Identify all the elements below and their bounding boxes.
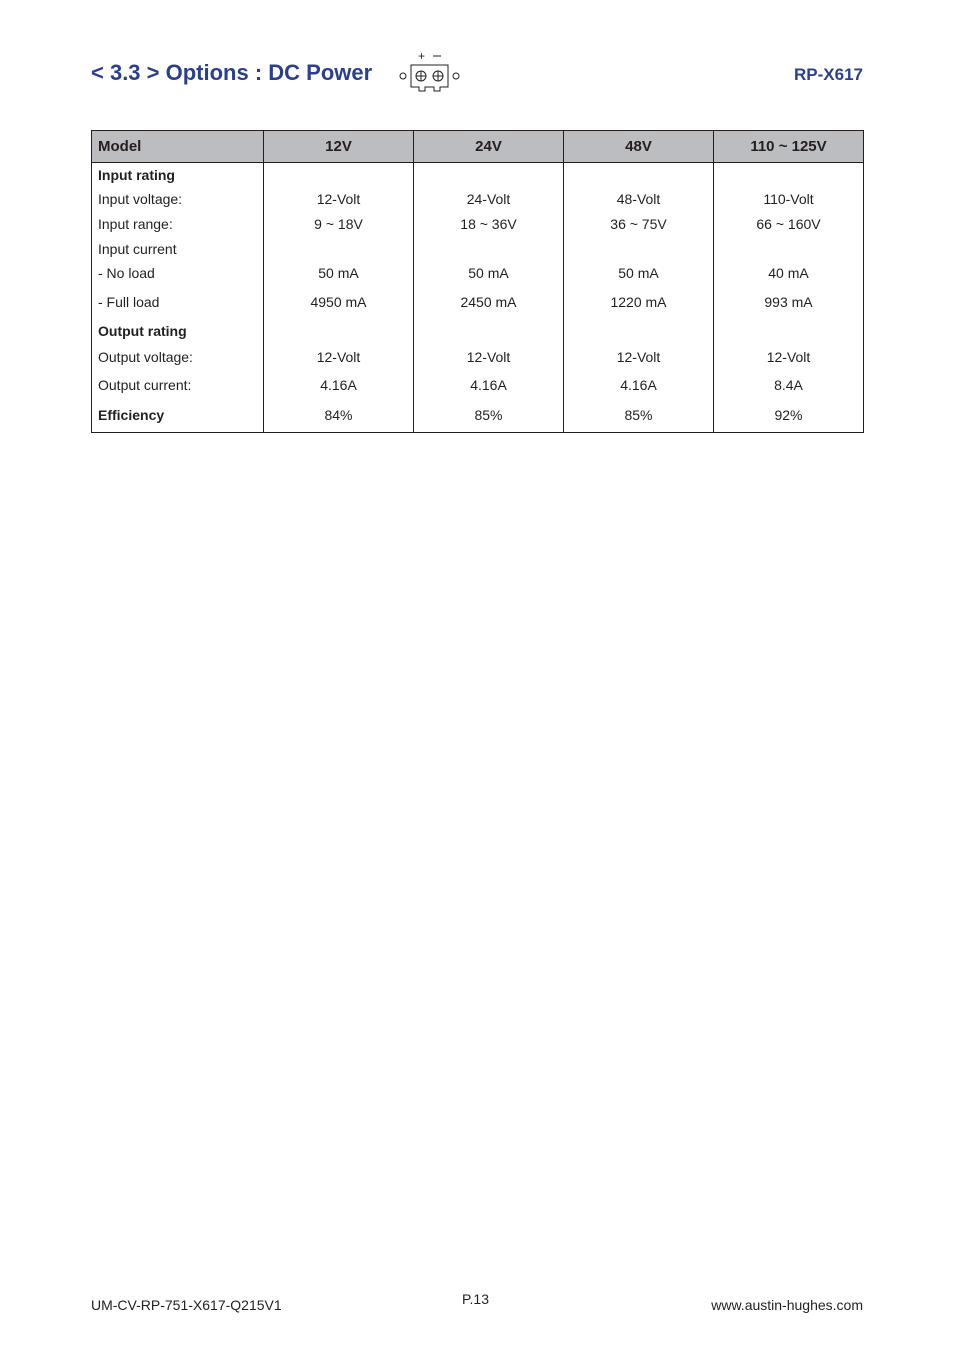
table-cell	[264, 163, 414, 187]
table-cell: 24-Volt	[414, 187, 564, 212]
dc-terminal-icon	[396, 50, 464, 92]
table-cell: 18 ~ 36V	[414, 212, 564, 237]
doc-code: UM-CV-RP-751-X617-Q215V1	[91, 1297, 282, 1313]
row-label: - No load	[92, 261, 264, 286]
table-cell: 50 mA	[564, 261, 714, 286]
row-label: Output voltage:	[92, 343, 264, 371]
table-row	[92, 237, 864, 261]
table-cell	[714, 319, 864, 343]
table-cell	[564, 163, 714, 187]
table-cell: 993 mA	[714, 286, 864, 319]
table-cell: 12-Volt	[264, 187, 414, 212]
table-row	[92, 343, 864, 371]
model-code: RP-X617	[794, 65, 863, 84]
table-row	[92, 261, 864, 286]
table-cell: 84%	[264, 399, 414, 433]
table-cell	[414, 163, 564, 187]
header-model: Model	[92, 131, 264, 163]
table-cell	[564, 319, 714, 343]
table-cell: 12-Volt	[714, 343, 864, 371]
table-row	[92, 212, 864, 237]
row-label: Efficiency	[92, 399, 264, 433]
header-110v: 110 ~ 125V	[714, 131, 864, 163]
table-cell: 4.16A	[414, 371, 564, 399]
row-label: Input voltage:	[92, 187, 264, 212]
table-row	[92, 163, 864, 187]
row-label: Input current	[92, 237, 264, 261]
table-cell: 12-Volt	[264, 343, 414, 371]
table-cell: 92%	[714, 399, 864, 433]
table-cell	[414, 319, 564, 343]
page-number: P.13	[462, 1291, 489, 1307]
table-cell: 8.4A	[714, 371, 864, 399]
table-row	[92, 371, 864, 399]
row-label: Output current:	[92, 371, 264, 399]
table-cell: 12-Volt	[564, 343, 714, 371]
page-title: < 3.3 > Options : DC Power	[91, 60, 373, 85]
table-cell: 66 ~ 160V	[714, 212, 864, 237]
table-row	[92, 399, 864, 433]
table-cell: 2450 mA	[414, 286, 564, 319]
header-24v: 24V	[414, 131, 564, 163]
table-cell	[714, 237, 864, 261]
table-cell: 4950 mA	[264, 286, 414, 319]
table-cell	[264, 237, 414, 261]
table-cell: 50 mA	[264, 261, 414, 286]
website-link[interactable]: www.austin-hughes.com	[711, 1297, 863, 1313]
row-label: Output rating	[92, 319, 264, 343]
table-cell: 40 mA	[714, 261, 864, 286]
table-cell: 48-Volt	[564, 187, 714, 212]
table-cell: 85%	[414, 399, 564, 433]
table-cell: 1220 mA	[564, 286, 714, 319]
table-cell: 12-Volt	[414, 343, 564, 371]
table-row	[92, 187, 864, 212]
table-cell: 4.16A	[564, 371, 714, 399]
table-cell: 9 ~ 18V	[264, 212, 414, 237]
table-cell: 110-Volt	[714, 187, 864, 212]
table-row	[92, 319, 864, 343]
table-cell: 36 ~ 75V	[564, 212, 714, 237]
svg-text:+: +	[418, 50, 426, 63]
header-12v: 12V	[264, 131, 414, 163]
table-cell: 50 mA	[414, 261, 564, 286]
table-header-row	[92, 131, 864, 163]
table-cell	[264, 319, 414, 343]
table-cell	[714, 163, 864, 187]
table-cell: 4.16A	[264, 371, 414, 399]
dc-power-spec-table	[91, 130, 864, 433]
row-label: Input range:	[92, 212, 264, 237]
table-row	[92, 286, 864, 319]
header-48v: 48V	[564, 131, 714, 163]
table-cell	[564, 237, 714, 261]
table-cell: 85%	[564, 399, 714, 433]
row-label: - Full load	[92, 286, 264, 319]
table-cell	[414, 237, 564, 261]
row-label: Input rating	[92, 163, 264, 187]
